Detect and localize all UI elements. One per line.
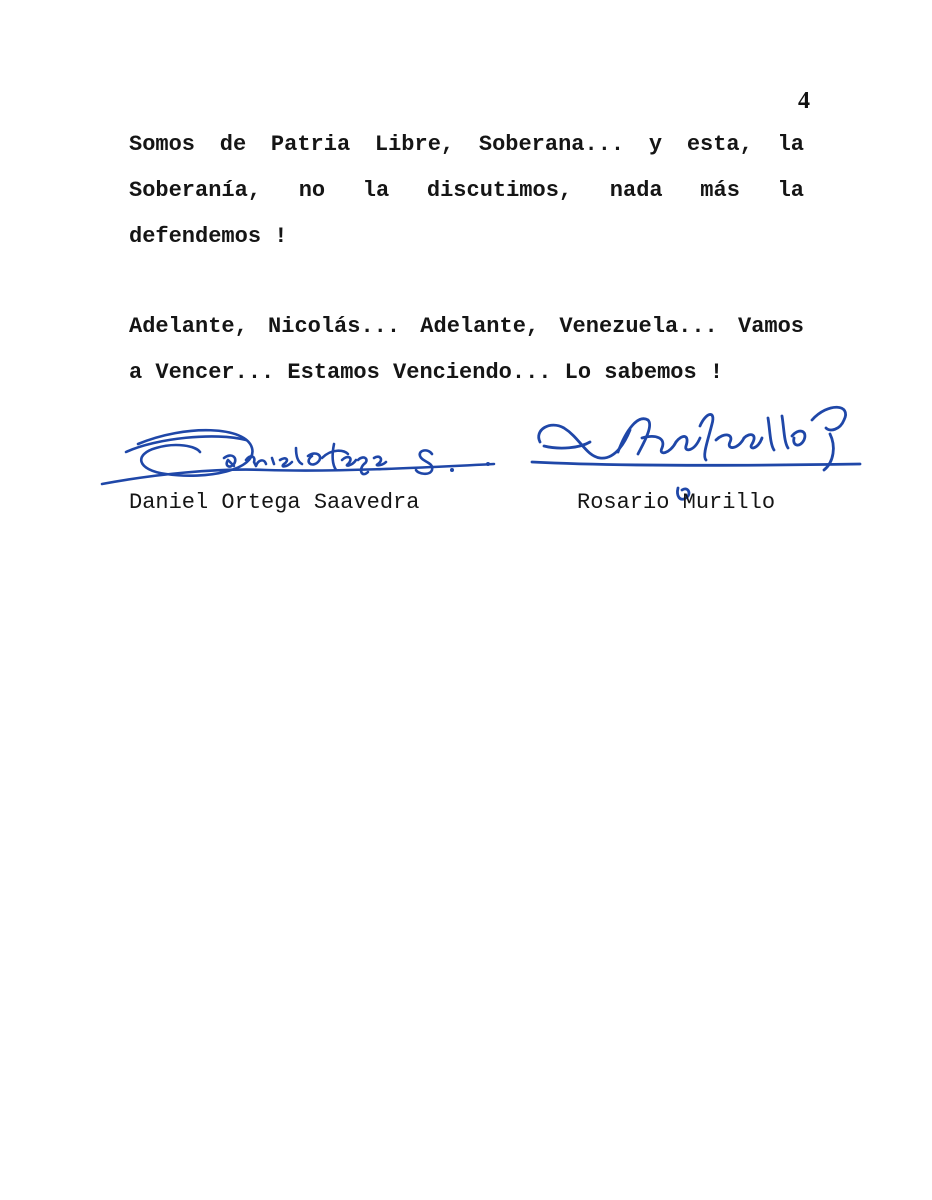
paragraph-line: defendemos ! — [129, 224, 288, 249]
signer-name-right: Rosario Murillo — [577, 490, 776, 515]
paragraph-line: Soberanía, no la discutimos, nada más la — [129, 178, 804, 203]
paragraph-sovereignty — [129, 122, 804, 260]
page-number: 4 — [798, 88, 810, 114]
signer-name-left: Daniel Ortega Saavedra — [129, 490, 420, 515]
paragraph-adelante — [129, 304, 804, 396]
paragraph-line: a Vencer... Estamos Venciendo... Lo sabemos ! — [129, 360, 724, 385]
signature-ortega-drawing — [96, 418, 496, 498]
signature-murillo-drawing — [530, 390, 865, 505]
signature-daniel-ortega — [96, 418, 496, 498]
paragraph-line: Adelante, Nicolás... Adelante, Venezuela... Vamos — [129, 314, 804, 339]
signature-rosario-murillo — [530, 390, 865, 505]
paragraph-line: Somos de Patria Libre, Soberana... y esta, la — [129, 132, 804, 157]
